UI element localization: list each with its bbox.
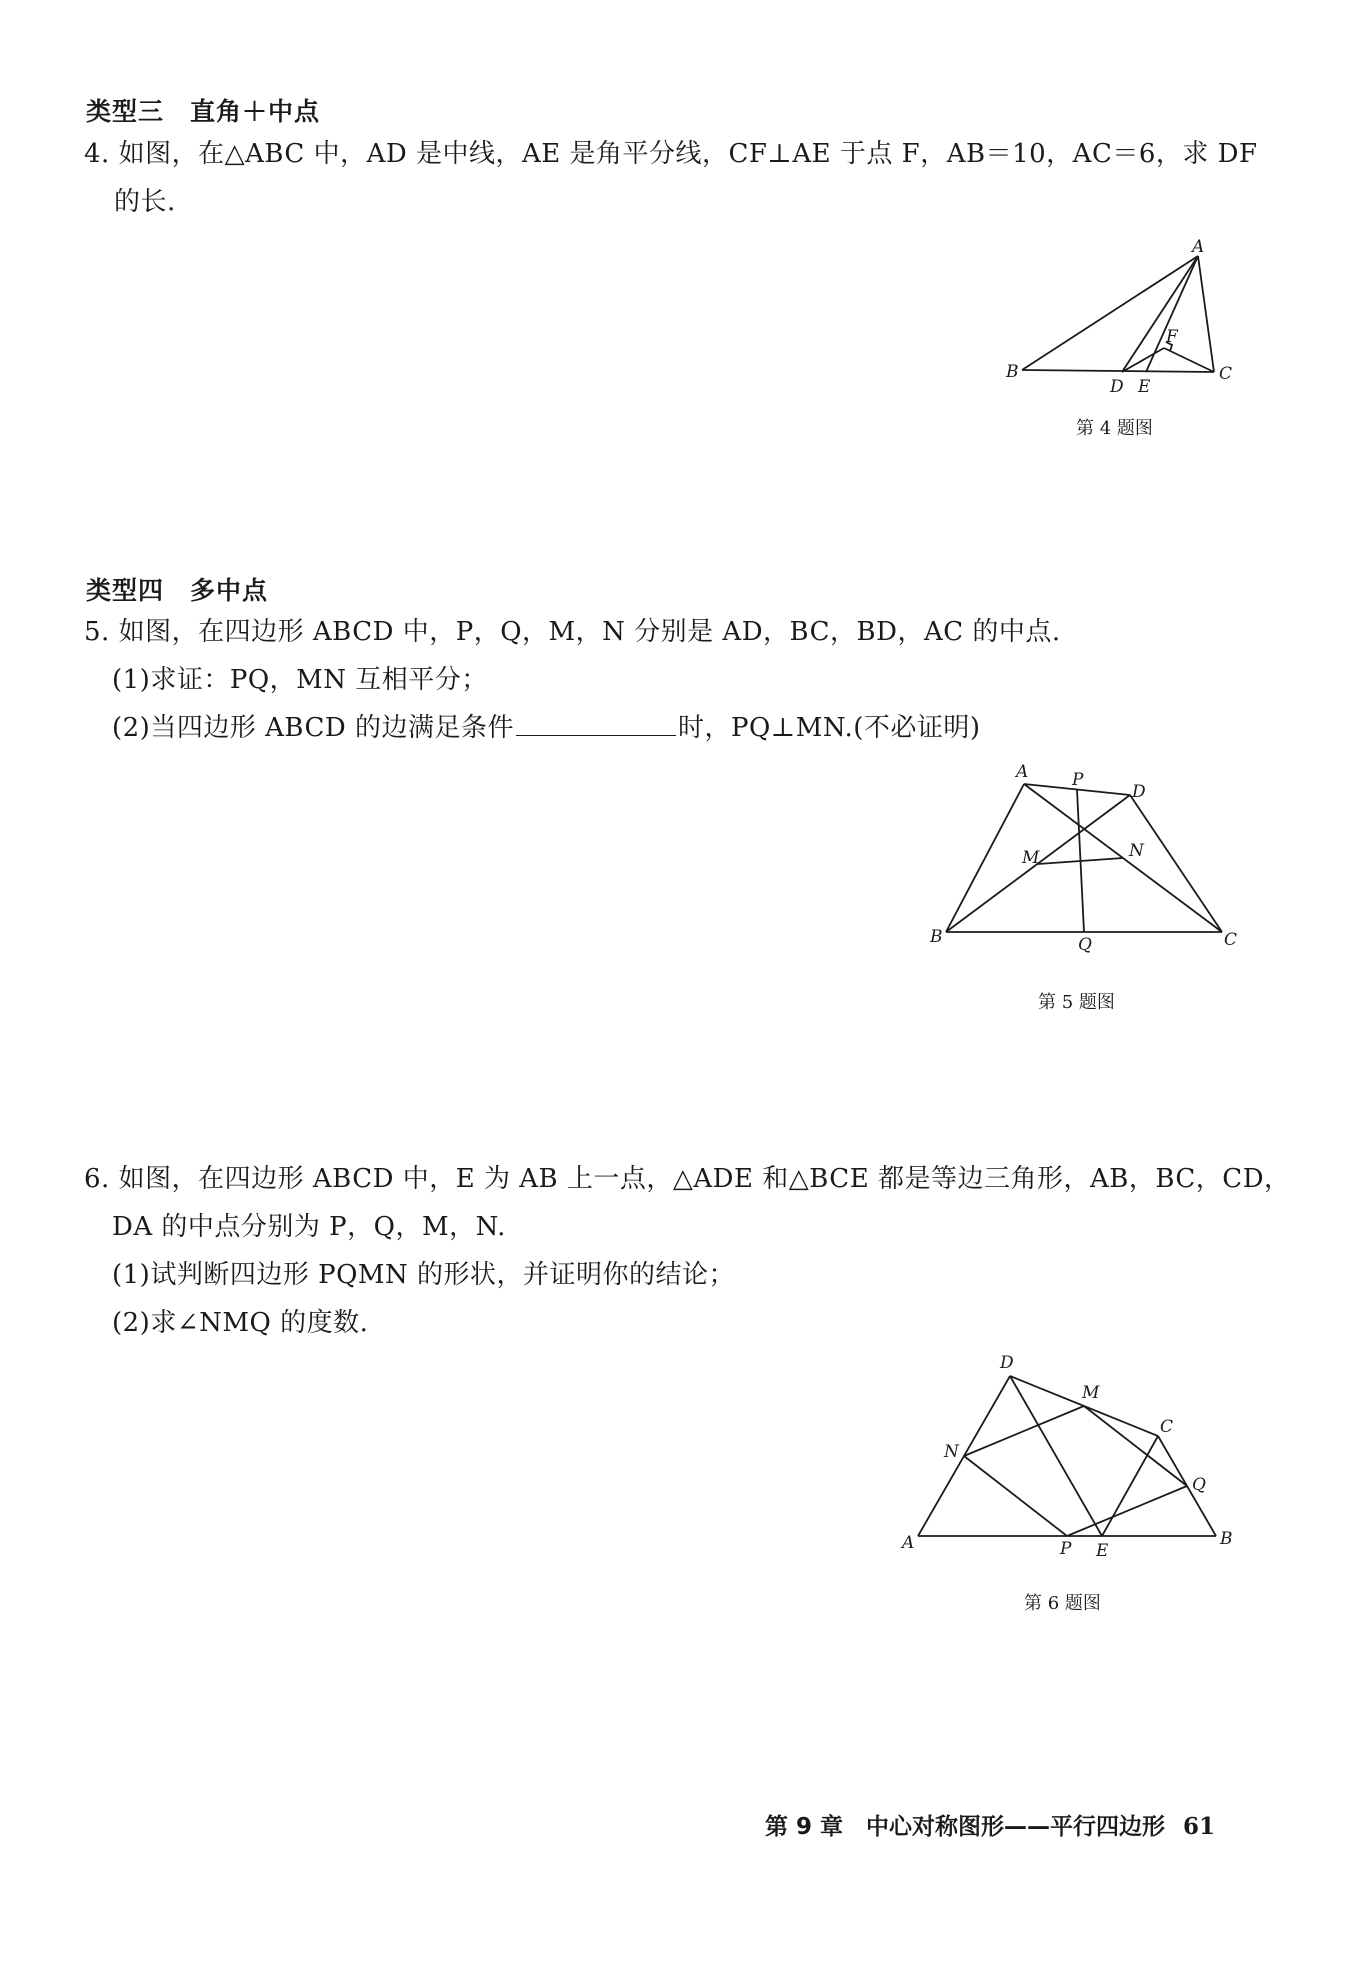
section-heading-type3: 类型三 直角＋中点 bbox=[86, 97, 321, 126]
fig4-label-f: F bbox=[1166, 327, 1178, 347]
fig4-label-e: E bbox=[1138, 377, 1151, 397]
problem6-part1: (1)试判断四边形 PQMN 的形状，并证明你的结论； bbox=[112, 1260, 736, 1290]
fig4-label-c: C bbox=[1219, 364, 1233, 384]
problem5-part1: (1)求证：PQ，MN 互相平分； bbox=[112, 665, 488, 695]
figure-6-caption: 第 6 题图 bbox=[1024, 1593, 1101, 1614]
fig6-segment-pn bbox=[964, 1456, 1067, 1536]
fig6-label-p: P bbox=[1060, 1539, 1072, 1559]
fig6-label-e: E bbox=[1096, 1541, 1109, 1561]
problem4-text-line2: 的长. bbox=[114, 187, 176, 217]
problem4-text-line1: 4. 如图，在△ABC 中，AD 是中线，AE 是角平分线，CF⊥AE 于点 F，AB＝10，AC＝6，求 DF bbox=[84, 139, 1258, 169]
chapter-title: 第 9 章 中心对称图形——平行四边形 bbox=[765, 1814, 1166, 1840]
section-heading-type4: 类型四 多中点 bbox=[86, 576, 269, 605]
fig4-label-b: B bbox=[1006, 362, 1019, 382]
problem6-part2: (2)求∠NMQ 的度数. bbox=[112, 1308, 369, 1338]
fig5-label-n: N bbox=[1129, 841, 1144, 861]
problem5-text-line1: 5. 如图，在四边形 ABCD 中，P，Q，M，N 分别是 AD，BC，BD，AC 的中点. bbox=[84, 617, 1061, 647]
figure-5-caption: 第 5 题图 bbox=[1038, 992, 1115, 1013]
fig6-label-a: A bbox=[902, 1533, 915, 1553]
fig5-label-a: A bbox=[1016, 762, 1029, 782]
problem6-text-line2: DA 的中点分别为 P，Q，M，N. bbox=[112, 1212, 506, 1242]
fig5-label-m: M bbox=[1022, 848, 1040, 868]
fig5-label-p: P bbox=[1072, 770, 1084, 790]
fig5-label-c: C bbox=[1224, 930, 1238, 950]
fig4-label-d: D bbox=[1110, 377, 1124, 397]
fig6-label-q: Q bbox=[1192, 1475, 1206, 1495]
problem6-text-line1: 6. 如图，在四边形 ABCD 中，E 为 AB 上一点，△ADE 和△BCE 都是等边三角形，AB，BC，CD， bbox=[84, 1164, 1291, 1194]
fig6-label-d: D bbox=[1000, 1353, 1014, 1373]
fig6-segment-ce bbox=[1102, 1436, 1158, 1536]
fig4-label-a: A bbox=[1192, 237, 1205, 257]
fig6-segment-qp bbox=[1067, 1486, 1187, 1536]
fig5-label-b: B bbox=[930, 927, 943, 947]
fig6-label-n: N bbox=[944, 1442, 959, 1462]
problem5-part2-before: (2)当四边形 ABCD 的边满足条件 bbox=[112, 713, 514, 743]
fig6-label-c: C bbox=[1160, 1417, 1174, 1437]
problem5-part2-after: 时，PQ⊥MN.(不必证明) bbox=[677, 713, 981, 743]
page-footer bbox=[765, 1808, 1215, 1841]
fig5-label-q: Q bbox=[1078, 935, 1092, 955]
fig5-label-d: D bbox=[1132, 782, 1146, 802]
figure-4-caption: 第 4 题图 bbox=[1076, 418, 1153, 439]
fig6-label-b: B bbox=[1220, 1529, 1233, 1549]
fig6-label-m: M bbox=[1082, 1383, 1100, 1403]
page-number: 61 bbox=[1183, 1813, 1216, 1840]
fig6-segment-nm bbox=[964, 1406, 1084, 1456]
